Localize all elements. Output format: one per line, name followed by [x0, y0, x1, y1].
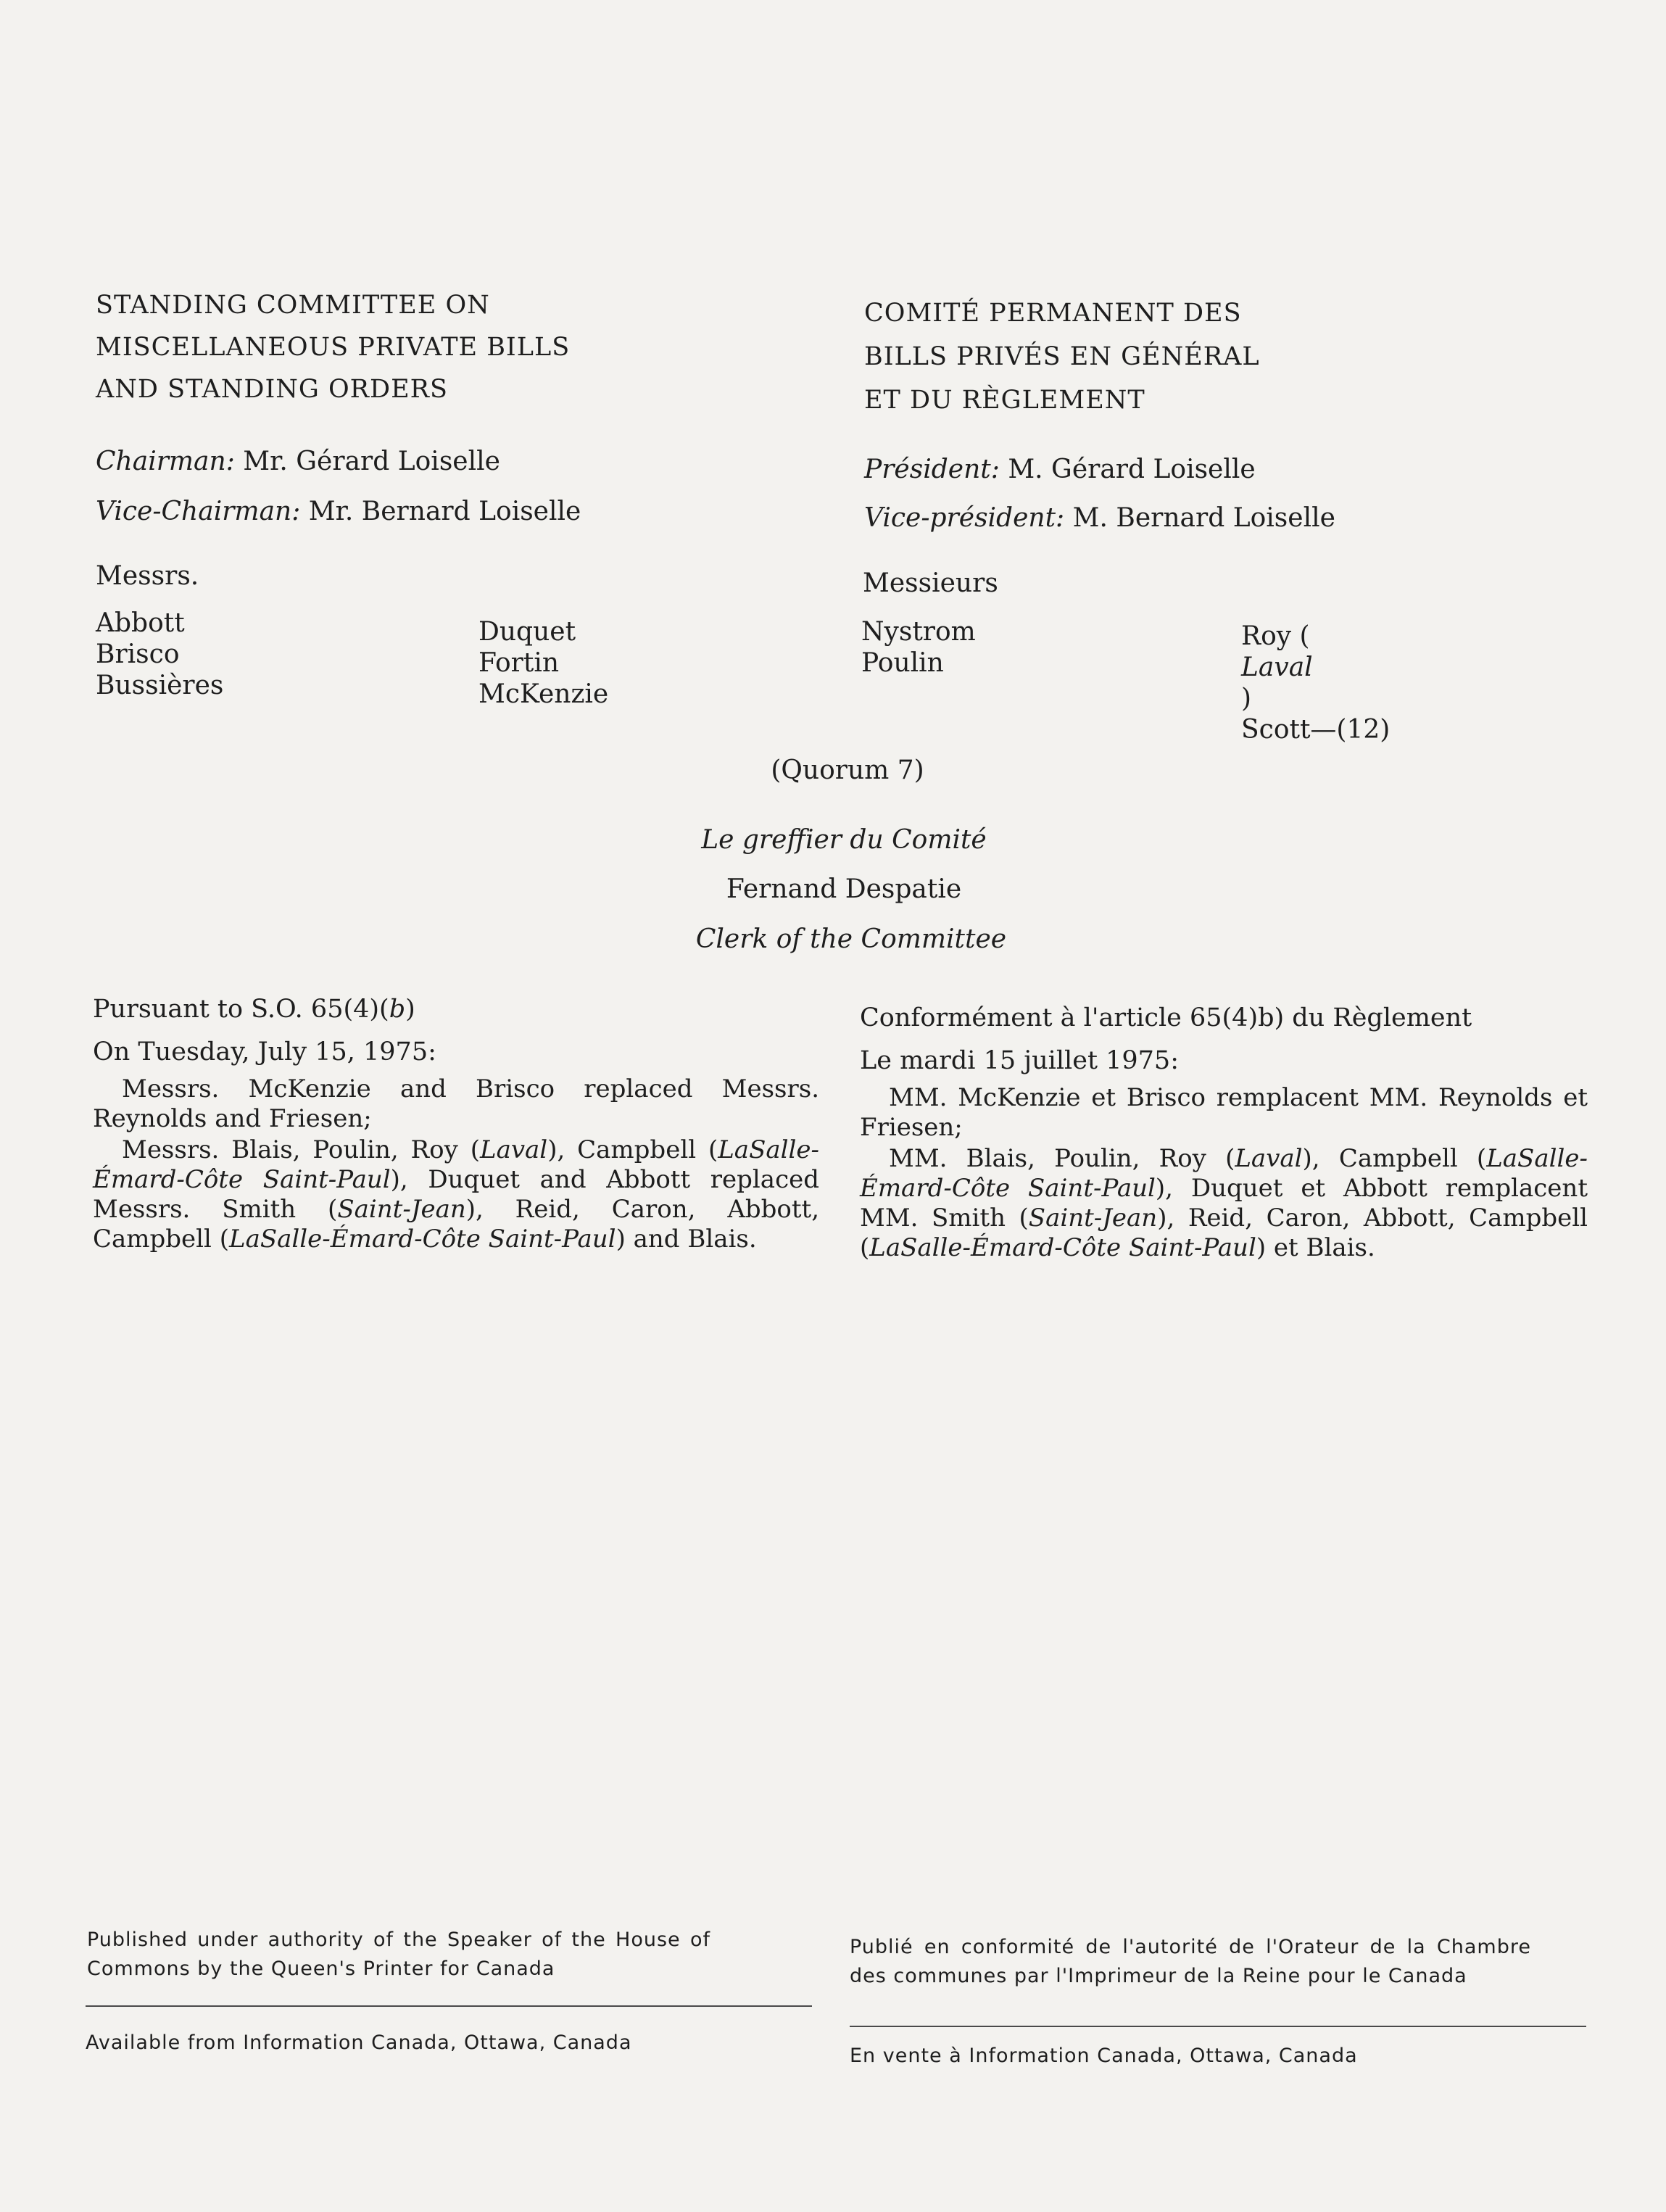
clerk-title-fr: Le greffier du Comité — [701, 825, 987, 855]
member-name: McKenzie — [478, 679, 609, 709]
members-col-3 — [861, 616, 976, 679]
footer-rule-fr — [850, 2026, 1586, 2027]
available-en: Available from Information Canada, Ottawa, Canada — [86, 2031, 632, 2054]
replacement-paragraph-1-en: Messrs. McKenzie and Brisco replaced Messrs. Reynolds and Friesen; — [93, 1074, 819, 1133]
vice-chairman-en: Vice-Chairman: Mr. Bernard Loiselle — [96, 497, 581, 526]
member-name: Bussières — [96, 671, 224, 700]
date-fr: Le mardi 15 juillet 1975: — [860, 1046, 1179, 1075]
members-col-4 — [1241, 621, 1390, 745]
conform-fr: Conformément à l'article 65(4)b) du Règlement — [860, 1003, 1472, 1032]
member-name: Brisco — [96, 639, 180, 669]
replacements-fr — [860, 1003, 1588, 1264]
available-fr: En vente à Information Canada, Ottawa, Canada — [850, 2045, 1358, 2067]
committee-title-fr: COMITÉ PERMANENT DES BILLS PRIVÉS EN GÉNÉRAL ET DU RÈGLEMENT — [864, 299, 1260, 415]
replacement-paragraph-2-en: Messrs. Blais, Poulin, Roy (Laval), Campbell (LaSalle-Émard-Côte Saint-Paul), Duquet and Abbott replaced Messrs. Smith (Saint-Jean), Reid, Caron, Abbott, Campbell (LaSalle-Émard-Côte Saint-Paul) and Blais. — [93, 1135, 820, 1254]
replacement-paragraph-2-fr: MM. Blais, Poulin, Roy (Laval), Campbell (LaSalle-Émard-Côte Saint-Paul), Duquet et Abbott remplacent MM. Smith (Saint-Jean), Reid, Caron, Abbott, Campbell (LaSalle-Émard-Côte Saint-Paul) et Blais. — [860, 1144, 1588, 1262]
published-en: Published under authority of the Speaker of the House of Commons by the Queen's Printer for Canada — [87, 1929, 710, 1980]
pursuant-en: Pursuant to S.O. 65(4)(b) — [93, 995, 415, 1024]
member-name: Duquet — [478, 617, 576, 647]
member-name: Poulin — [861, 648, 944, 678]
date-en: On Tuesday, July 15, 1975: — [93, 1037, 436, 1066]
clerk-name: Fernand Despatie — [726, 874, 962, 904]
published-fr: Publié en conformité de l'autorité de l'Orateur de la Chambre des communes par l'Imprimeur de la Reine pour le Canada — [850, 1936, 1531, 1987]
member-name: Abbott — [96, 608, 185, 638]
members-col-1 — [96, 608, 223, 701]
president-fr: Président: M. Gérard Loiselle — [864, 455, 1256, 484]
replacements-en — [93, 995, 819, 1256]
replacement-paragraph-1-fr: MM. McKenzie et Brisco remplacent MM. Reynolds et Friesen; — [860, 1083, 1588, 1142]
vice-president-fr: Vice-président: M. Bernard Loiselle — [864, 503, 1335, 533]
members-heading-en: Messrs. — [96, 561, 199, 591]
members-heading-fr: Messieurs — [863, 568, 998, 598]
chairman-en: Chairman: Mr. Gérard Loiselle — [96, 447, 500, 476]
member-name: Nystrom — [861, 617, 976, 647]
member-name: Roy ( Laval ) — [1241, 621, 1313, 713]
quorum: (Quorum 7) — [771, 755, 924, 785]
members-col-2 — [478, 616, 608, 710]
clerk-title-en: Clerk of the Committee — [695, 924, 1007, 954]
footer-rule-en — [86, 2005, 812, 2007]
committee-title-en: STANDING COMMITTEE ON MISCELLANEOUS PRIVATE BILLS AND STANDING ORDERS — [96, 291, 571, 404]
member-name: Fortin — [478, 648, 560, 678]
member-name: Scott—(12) — [1241, 715, 1391, 745]
